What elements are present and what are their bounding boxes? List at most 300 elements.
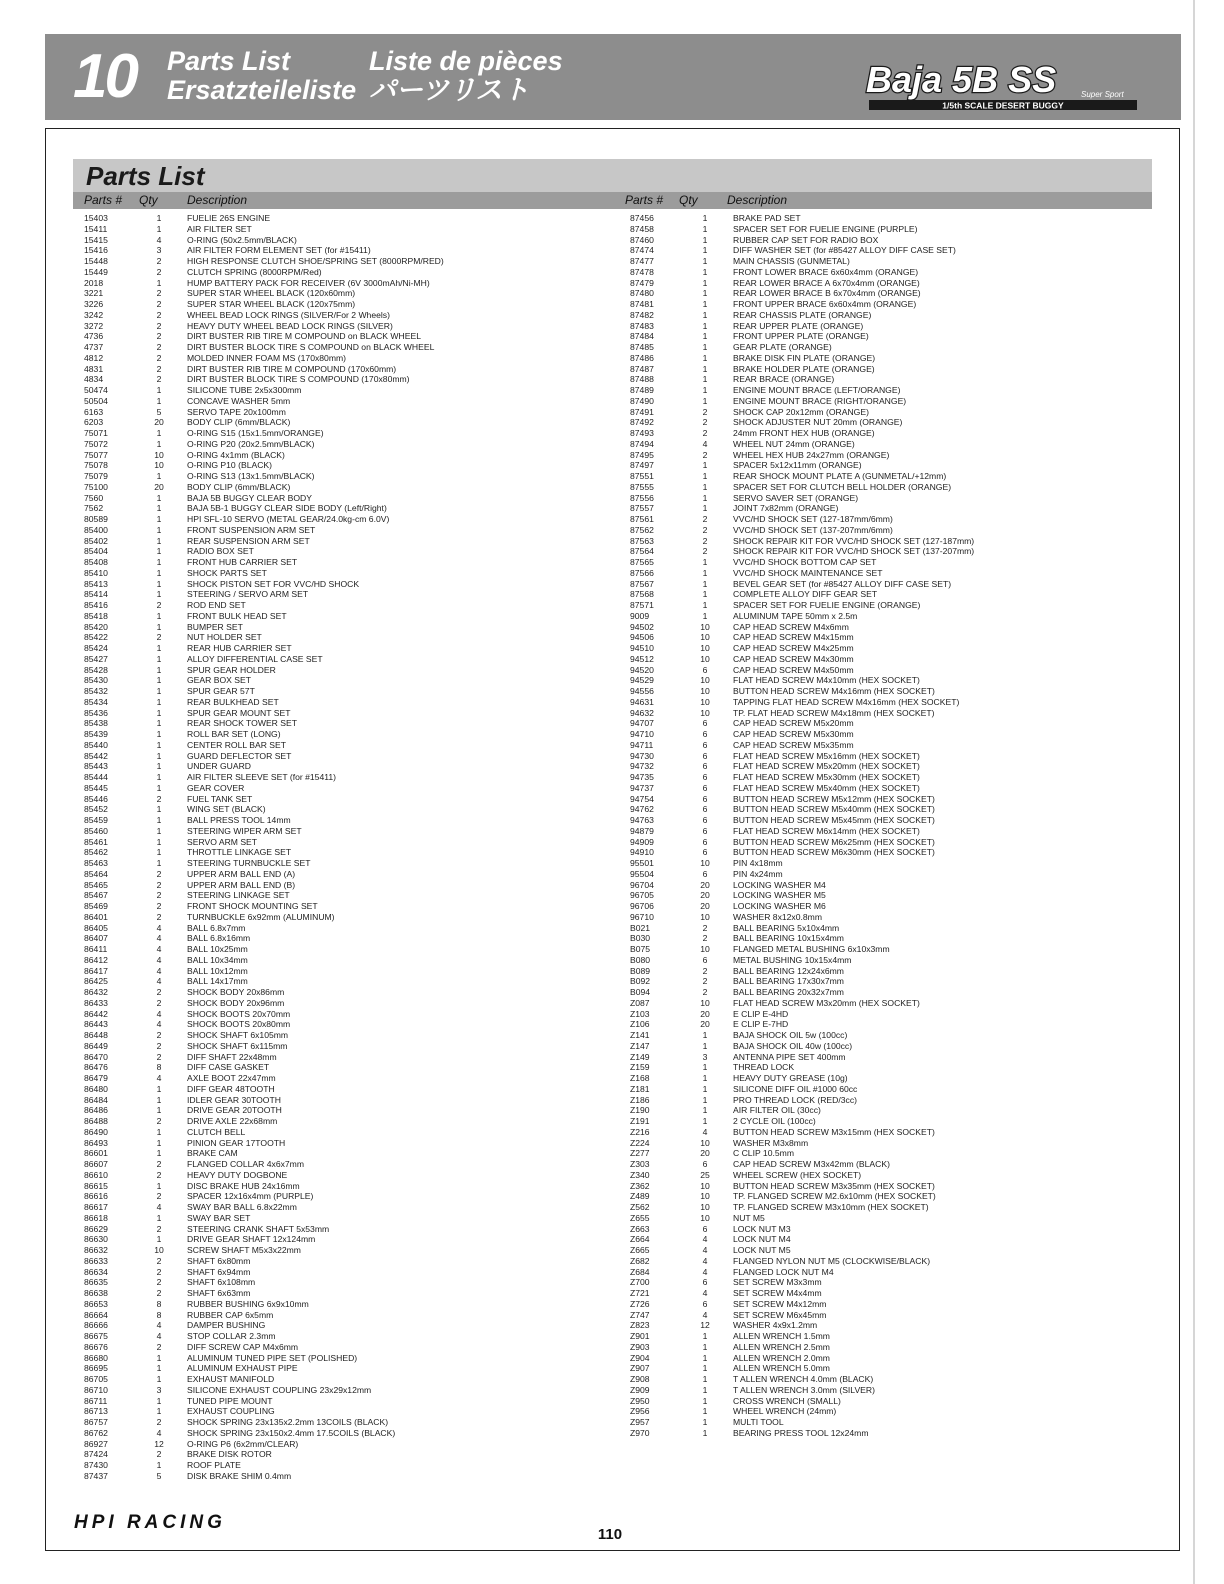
part-qty: 2 xyxy=(702,524,708,535)
part-description: COMPLETE ALLOY DIFF GEAR SET xyxy=(733,589,878,600)
part-description: SCREW SHAFT M5x3x22mm xyxy=(187,1245,301,1255)
parts-row xyxy=(630,665,1150,676)
part-qty: 2 xyxy=(156,1449,162,1460)
parts-row xyxy=(84,396,604,407)
parts-row xyxy=(630,568,1150,579)
part-description: REAR BULKHEAD SET xyxy=(187,696,279,707)
part-number: 87557 xyxy=(630,503,654,514)
part-number: 86618 xyxy=(84,1212,108,1223)
part-qty: 1 xyxy=(702,610,708,621)
part-description: LOCK NUT M4 xyxy=(733,1234,791,1245)
part-description: IDLER GEAR 30TOOTH xyxy=(187,1094,281,1105)
part-description: O-RING 4x1mm (BLACK) xyxy=(187,449,285,460)
part-number: 50504 xyxy=(84,395,108,406)
parts-row xyxy=(84,331,604,342)
parts-row xyxy=(84,460,604,471)
part-number: 85465 xyxy=(84,879,108,890)
part-qty: 2 xyxy=(156,299,162,309)
part-number: 87494 xyxy=(630,438,654,449)
parts-row xyxy=(84,1084,604,1095)
part-description: VVC/HD SHOCK SET (127-187mm/6mm) xyxy=(733,514,893,524)
part-number: 96704 xyxy=(630,879,654,890)
parts-row xyxy=(630,1213,1150,1224)
part-qty: 1 xyxy=(156,815,162,825)
part-number: 94707 xyxy=(630,718,654,729)
parts-row xyxy=(84,450,604,461)
part-description: DIRT BUSTER BLOCK TIRE S COMPOUND (170x80mm) xyxy=(187,374,410,385)
parts-row xyxy=(84,557,604,568)
part-number: 87486 xyxy=(630,352,654,363)
part-qty: 1 xyxy=(702,1040,708,1051)
part-qty: 4 xyxy=(702,1309,708,1320)
parts-row xyxy=(84,611,604,622)
part-qty: 1 xyxy=(156,643,162,653)
header-part-left: Parts # xyxy=(84,193,123,207)
parts-row xyxy=(84,944,604,955)
part-description: ALLOY DIFFERENTIAL CASE SET xyxy=(187,653,323,664)
parts-row xyxy=(84,1224,604,1235)
part-description: DIRT BUSTER BLOCK TIRE S COMPOUND on BLACK WHEEL xyxy=(187,342,435,352)
part-number: B030 xyxy=(630,933,651,944)
parts-row xyxy=(630,976,1150,987)
part-description: BAJA SHOCK OIL 40w (100cc) xyxy=(733,1040,853,1051)
part-description: RUBBER BUSHING 6x9x10mm xyxy=(187,1298,309,1309)
part-number: 94754 xyxy=(630,793,654,804)
part-qty: 1 xyxy=(156,1126,162,1137)
part-number: 87430 xyxy=(84,1460,108,1470)
parts-row xyxy=(630,1310,1150,1321)
parts-row xyxy=(630,417,1150,428)
part-number: 3242 xyxy=(84,309,104,320)
part-qty: 4 xyxy=(702,1266,708,1277)
part-number: 94632 xyxy=(630,707,654,718)
part-qty: 1 xyxy=(156,438,162,449)
parts-row xyxy=(84,1202,604,1213)
parts-row xyxy=(84,1191,604,1202)
part-number: 86405 xyxy=(84,922,108,933)
part-number: 86695 xyxy=(84,1363,108,1374)
parts-row xyxy=(84,697,604,708)
part-qty: 1 xyxy=(702,1341,708,1352)
parts-row xyxy=(84,923,604,934)
part-number: 85438 xyxy=(84,718,108,729)
part-number: Z141 xyxy=(630,1030,650,1040)
part-qty: 1 xyxy=(156,503,162,514)
part-description: ALLEN WRENCH 1.5mm xyxy=(733,1331,830,1341)
page-number: 110 xyxy=(597,1526,623,1543)
parts-row xyxy=(84,1299,604,1310)
part-number: 85422 xyxy=(84,632,108,643)
part-qty: 8 xyxy=(156,1062,162,1073)
part-number: 86762 xyxy=(84,1427,108,1438)
parts-row xyxy=(84,568,604,579)
part-number: 85432 xyxy=(84,686,108,696)
part-description: HEAVY DUTY WHEEL BEAD LOCK RINGS (SILVER) xyxy=(187,320,393,331)
parts-row xyxy=(84,675,604,686)
part-qty: 6 xyxy=(702,825,708,836)
part-description: BRAKE DISK ROTOR xyxy=(187,1449,272,1460)
parts-row xyxy=(84,998,604,1009)
part-number: 87485 xyxy=(630,342,654,352)
part-number: 50474 xyxy=(84,385,108,395)
parts-row xyxy=(84,600,604,611)
part-description: SUPER STAR WHEEL BLACK (120x75mm) xyxy=(187,299,356,309)
part-description: BALL 14x17mm xyxy=(187,976,248,987)
parts-row xyxy=(84,256,604,267)
part-qty: 6 xyxy=(702,1277,708,1288)
part-qty: 2 xyxy=(156,1051,162,1062)
part-description: SHOCK ADJUSTER NUT 20mm (ORANGE) xyxy=(733,417,903,428)
part-qty: 2 xyxy=(156,1266,162,1277)
part-number: 87474 xyxy=(630,245,654,256)
part-qty: 10 xyxy=(700,944,710,954)
part-description: TUNED PIPE MOUNT xyxy=(187,1395,273,1406)
parts-row xyxy=(84,1148,604,1159)
part-number: 86615 xyxy=(84,1180,108,1191)
part-description: CAP HEAD SCREW M4x6mm xyxy=(733,621,849,632)
parts-row xyxy=(84,374,604,385)
part-qty: 1 xyxy=(156,664,162,675)
part-description: SPACER 12x16x4mm (PURPLE) xyxy=(187,1191,314,1202)
part-description: 2 CYCLE OIL (100cc) xyxy=(733,1116,816,1126)
parts-row xyxy=(630,1277,1150,1288)
part-qty: 1 xyxy=(702,1105,708,1116)
part-number: 75077 xyxy=(84,449,108,460)
part-description: THROTTLE LINKAGE SET xyxy=(187,847,292,858)
part-description: NUT HOLDER SET xyxy=(187,632,262,643)
part-qty: 2 xyxy=(156,1223,162,1234)
part-number: 96705 xyxy=(630,890,654,901)
part-description: BALL BEARING 12x24x6mm xyxy=(733,965,844,976)
parts-row xyxy=(630,826,1150,837)
header-desc-right: Description xyxy=(727,193,788,207)
parts-row xyxy=(84,1320,604,1331)
part-qty: 1 xyxy=(702,567,708,578)
part-number: 86479 xyxy=(84,1073,108,1083)
parts-row xyxy=(84,1331,604,1342)
part-qty: 6 xyxy=(702,847,708,858)
part-qty: 2 xyxy=(156,374,162,385)
part-qty: 1 xyxy=(702,1384,708,1395)
part-qty: 1 xyxy=(156,1137,162,1148)
parts-row xyxy=(84,1213,604,1224)
part-number: 85446 xyxy=(84,793,108,804)
part-qty: 1 xyxy=(156,1105,162,1116)
title-german: Ersatzteileliste xyxy=(167,75,357,105)
part-qty: 1 xyxy=(702,1116,708,1126)
part-qty: 1 xyxy=(702,1374,708,1384)
part-number: Z957 xyxy=(630,1417,650,1427)
part-number: 94502 xyxy=(630,621,654,632)
part-description: FLANGED METAL BUSHING 6x10x3mm xyxy=(733,944,890,954)
part-number: Z684 xyxy=(630,1266,650,1277)
part-number: 86664 xyxy=(84,1309,108,1320)
part-description: ROOF PLATE xyxy=(187,1460,241,1470)
part-qty: 2 xyxy=(702,417,708,428)
part-description: PIN 4x24mm xyxy=(733,868,783,879)
parts-row xyxy=(630,493,1150,504)
part-description: STOP COLLAR 2.3mm xyxy=(187,1331,276,1341)
parts-row xyxy=(84,385,604,396)
part-qty: 1 xyxy=(156,621,162,632)
part-description: DISK BRAKE SHIM 0.4mm xyxy=(187,1470,292,1481)
part-description: STEERING / SERVO ARM SET xyxy=(187,589,309,600)
part-number: 94711 xyxy=(630,739,654,750)
parts-row xyxy=(630,1320,1150,1331)
parts-row xyxy=(84,761,604,772)
part-number: 3226 xyxy=(84,299,104,309)
part-description: SPACER SET FOR FUELIE ENGINE (ORANGE) xyxy=(733,600,921,610)
part-qty: 1 xyxy=(156,1212,162,1223)
part-qty: 1 xyxy=(156,653,162,664)
part-description: BUTTON HEAD SCREW M6x25mm (HEX SOCKET) xyxy=(733,836,935,847)
part-qty: 2 xyxy=(702,514,708,524)
part-description: FRONT BULK HEAD SET xyxy=(187,610,287,621)
part-number: Z726 xyxy=(630,1298,650,1309)
part-description: ALLEN WRENCH 2.0mm xyxy=(733,1352,830,1363)
part-number: 94510 xyxy=(630,643,654,653)
part-description: SHOCK BOOTS 20x80mm xyxy=(187,1019,291,1030)
parts-row xyxy=(84,1471,604,1482)
part-description: STEERING CRANK SHAFT 5x53mm xyxy=(187,1223,330,1234)
part-description: BUTTON HEAD SCREW M4x16mm (HEX SOCKET) xyxy=(733,686,935,696)
parts-row xyxy=(84,579,604,590)
part-description: VVC/HD SHOCK SET (137-207mm/6mm) xyxy=(733,524,893,535)
part-number: B092 xyxy=(630,976,651,987)
parts-row xyxy=(84,299,604,310)
parts-row xyxy=(84,1385,604,1396)
parts-row xyxy=(630,890,1150,901)
parts-row xyxy=(630,1116,1150,1127)
part-qty: 2 xyxy=(156,868,162,879)
part-qty: 1 xyxy=(156,524,162,535)
part-qty: 4 xyxy=(156,234,162,245)
part-qty: 1 xyxy=(156,213,162,223)
part-qty: 1 xyxy=(702,557,708,567)
chapter-number: 10 xyxy=(73,42,136,111)
part-number: 94710 xyxy=(630,729,654,739)
part-number: 4812 xyxy=(84,352,104,363)
header-desc-left: Description xyxy=(187,193,248,207)
parts-row xyxy=(84,482,604,493)
part-qty: 1 xyxy=(156,1460,162,1470)
part-description: ROD END SET xyxy=(187,600,246,610)
part-description: SHAFT 6x108mm xyxy=(187,1277,256,1288)
part-number: 86710 xyxy=(84,1384,108,1395)
part-qty: 1 xyxy=(702,1352,708,1363)
parts-row xyxy=(84,1277,604,1288)
part-qty: 4 xyxy=(156,954,162,965)
part-qty: 6 xyxy=(702,954,708,965)
part-description: UNDER GUARD xyxy=(187,761,251,772)
part-qty: 4 xyxy=(156,944,162,954)
part-qty: 1 xyxy=(702,1062,708,1073)
part-qty: 1 xyxy=(702,223,708,234)
part-number: 75100 xyxy=(84,481,108,492)
part-number: B080 xyxy=(630,954,651,965)
part-qty: 1 xyxy=(156,395,162,406)
part-qty: 1 xyxy=(156,223,162,234)
parts-row xyxy=(630,224,1150,235)
parts-row xyxy=(84,1159,604,1170)
part-description: REAR SHOCK MOUNT PLATE A (GUNMETAL/+12mm) xyxy=(733,471,947,481)
part-description: REAR SUSPENSION ARM SET xyxy=(187,535,310,546)
part-number: 7562 xyxy=(84,503,104,514)
part-qty: 20 xyxy=(154,417,164,428)
part-number: 94520 xyxy=(630,664,654,675)
parts-row xyxy=(84,1267,604,1278)
part-description: SERVO TAPE 20x100mm xyxy=(187,406,286,417)
part-qty: 10 xyxy=(700,858,710,868)
part-number: Z562 xyxy=(630,1202,650,1212)
part-qty: 1 xyxy=(156,750,162,761)
part-description: SET SCREW M6x45mm xyxy=(733,1309,827,1320)
parts-row xyxy=(630,1428,1150,1439)
part-description: SPACER 5x12x11mm (ORANGE) xyxy=(733,460,862,471)
part-description: BAJA 5B BUGGY CLEAR BODY xyxy=(187,492,312,503)
parts-row xyxy=(630,1009,1150,1020)
part-number: 94737 xyxy=(630,782,654,793)
part-qty: 1 xyxy=(156,707,162,718)
part-number: 86411 xyxy=(84,944,108,954)
part-number: 86638 xyxy=(84,1288,108,1298)
part-number: 85460 xyxy=(84,825,108,836)
part-description: BRAKE DISK FIN PLATE (ORANGE) xyxy=(733,352,876,363)
part-description: SHOCK PISTON SET FOR VVC/HD SHOCK xyxy=(187,578,360,589)
parts-row xyxy=(84,665,604,676)
part-qty: 2 xyxy=(156,288,162,299)
part-qty: 1 xyxy=(156,1395,162,1406)
part-qty: 1 xyxy=(156,1363,162,1374)
part-qty: 2 xyxy=(156,363,162,374)
parts-row xyxy=(84,751,604,762)
parts-row xyxy=(630,1052,1150,1063)
part-qty: 20 xyxy=(154,481,164,492)
part-number: 86490 xyxy=(84,1126,108,1137)
part-description: SHOCK CAP 20x12mm (ORANGE) xyxy=(733,406,869,417)
part-number: 94631 xyxy=(630,696,654,707)
part-description: DISC BRAKE HUB 24x16mm xyxy=(187,1180,300,1191)
part-description: DIFF SHAFT 22x48mm xyxy=(187,1051,277,1062)
part-number: 3221 xyxy=(84,288,104,299)
part-qty: 2 xyxy=(156,1341,162,1352)
part-number: 86610 xyxy=(84,1169,108,1180)
part-description: LOCK NUT M3 xyxy=(733,1223,791,1234)
part-number: 86607 xyxy=(84,1159,108,1169)
part-qty: 1 xyxy=(156,471,162,481)
part-number: 87567 xyxy=(630,578,654,589)
parts-row xyxy=(630,331,1150,342)
parts-row xyxy=(630,1234,1150,1245)
parts-row xyxy=(84,407,604,418)
parts-row xyxy=(84,987,604,998)
parts-row xyxy=(630,858,1150,869)
parts-row xyxy=(630,471,1150,482)
part-qty: 2 xyxy=(156,1417,162,1427)
part-number: 86417 xyxy=(84,965,108,976)
part-qty: 2 xyxy=(156,1169,162,1180)
part-description: HEAVY DUTY GREASE (10g) xyxy=(733,1073,848,1083)
part-qty: 4 xyxy=(156,1331,162,1341)
part-qty: 10 xyxy=(700,1137,710,1148)
part-qty: 1 xyxy=(156,385,162,395)
part-description: SHOCK BOOTS 20x70mm xyxy=(187,1008,291,1019)
part-description: SHAFT 6x94mm xyxy=(187,1266,251,1277)
part-qty: 4 xyxy=(702,1255,708,1266)
part-number: 87561 xyxy=(630,514,654,524)
part-qty: 6 xyxy=(702,868,708,879)
part-number: 87562 xyxy=(630,524,654,535)
parts-row xyxy=(84,417,604,428)
part-description: TP. FLANGED SCREW M2.6x10mm (HEX SOCKET) xyxy=(733,1191,936,1202)
parts-row xyxy=(630,1385,1150,1396)
part-description: DIRT BUSTER RIB TIRE M COMPOUND on BLACK WHEEL xyxy=(187,331,421,342)
part-number: Z909 xyxy=(630,1384,650,1395)
part-description: T ALLEN WRENCH 3.0mm (SILVER) xyxy=(733,1384,875,1395)
part-qty: 2 xyxy=(702,546,708,557)
part-description: SERVO ARM SET xyxy=(187,836,258,847)
parts-row xyxy=(84,1363,604,1374)
part-number: 85461 xyxy=(84,836,108,847)
parts-row xyxy=(84,1030,604,1041)
part-description: GEAR BOX SET xyxy=(187,675,251,686)
part-qty: 1 xyxy=(702,277,708,288)
part-qty: 4 xyxy=(156,1320,162,1331)
hpi-racing-logo xyxy=(72,1512,226,1542)
part-number: Z823 xyxy=(630,1320,650,1331)
part-number: 85427 xyxy=(84,653,108,664)
part-description: BRAKE PAD SET xyxy=(733,213,801,223)
parts-row xyxy=(84,321,604,332)
part-qty: 4 xyxy=(702,1234,708,1245)
parts-row xyxy=(84,1256,604,1267)
parts-row xyxy=(84,643,604,654)
part-number: Z277 xyxy=(630,1148,650,1159)
part-qty: 4 xyxy=(156,1073,162,1083)
part-number: 4736 xyxy=(84,331,104,342)
part-qty: 4 xyxy=(156,1008,162,1019)
part-qty: 5 xyxy=(156,1470,162,1481)
part-description: E CLIP E-7HD xyxy=(733,1019,789,1030)
parts-row xyxy=(630,1095,1150,1106)
part-description: CLUTCH SPRING (8000RPM/Red) xyxy=(187,266,322,277)
part-qty: 1 xyxy=(702,1073,708,1083)
part-description: SPUR GEAR MOUNT SET xyxy=(187,707,291,718)
part-qty: 2 xyxy=(156,879,162,890)
parts-row xyxy=(630,1138,1150,1149)
parts-row xyxy=(630,1224,1150,1235)
parts-row xyxy=(84,847,604,858)
part-number: 3272 xyxy=(84,320,104,331)
parts-row xyxy=(630,310,1150,321)
part-number: 85402 xyxy=(84,535,108,546)
part-description: WHEEL SCREW (HEX SOCKET) xyxy=(733,1169,862,1180)
part-description: REAR CHASSIS PLATE (ORANGE) xyxy=(733,309,872,320)
part-qty: 5 xyxy=(156,406,162,417)
parts-row xyxy=(84,815,604,826)
part-qty: 2 xyxy=(156,342,162,352)
part-qty: 1 xyxy=(702,492,708,503)
part-number: 15449 xyxy=(84,266,108,277)
part-description: FUEL TANK SET xyxy=(187,793,253,804)
parts-row xyxy=(84,1417,604,1428)
part-description: O-RING S13 (13x1.5mm/BLACK) xyxy=(187,471,315,481)
part-description: WASHER M3x8mm xyxy=(733,1137,809,1148)
part-number: 86407 xyxy=(84,933,108,944)
part-number: Z721 xyxy=(630,1288,650,1298)
parts-row xyxy=(84,622,604,633)
part-number: Z489 xyxy=(630,1191,650,1202)
